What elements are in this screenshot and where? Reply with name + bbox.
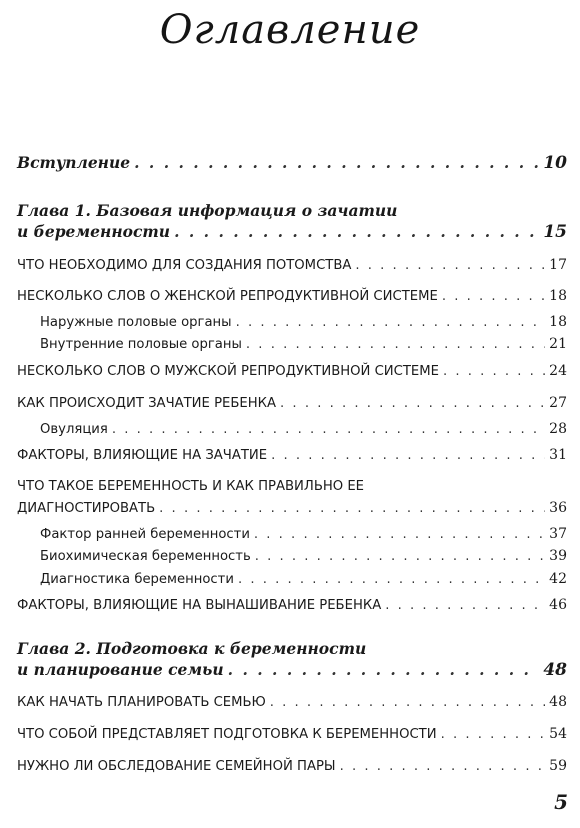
table-of-contents [17, 0, 567, 828]
toc-entry[interactable] [17, 363, 567, 379]
toc-dot-leader [280, 396, 545, 411]
toc-entry-intro[interactable] [17, 153, 567, 173]
toc-entry-page: 18 [549, 288, 567, 304]
toc-dot-leader [255, 549, 545, 564]
toc-entry-page: 10 [543, 153, 567, 173]
toc-dot-leader [441, 727, 546, 742]
toc-subentry[interactable] [40, 526, 567, 542]
page-title: Оглавление [159, 7, 421, 53]
toc-entry[interactable] [17, 597, 567, 613]
toc-entry-page: 18 [549, 314, 567, 330]
toc-chapter2-title-line1: Глава 2. Подготовка к беременности [17, 639, 367, 658]
toc-entry-label: Вступление [17, 153, 131, 172]
toc-entry-page: 27 [549, 395, 567, 411]
toc-dot-leader [174, 222, 539, 241]
toc-entry-label: Наружные половые органы [40, 315, 232, 330]
page-number: 5 [554, 790, 568, 814]
toc-subentry[interactable] [40, 421, 567, 437]
toc-entry-page: 28 [549, 421, 567, 437]
toc-entry-label: НЕСКОЛЬКО СЛОВ О ЖЕНСКОЙ РЕПРОДУКТИВНОЙ СИСТЕМЕ [17, 289, 438, 304]
toc-entry-label: ФАКТОРЫ, ВЛИЯЮЩИЕ НА ЗАЧАТИЕ [17, 448, 268, 463]
toc-entry-chapter2[interactable] [17, 660, 567, 680]
toc-entry-label: НУЖНО ЛИ ОБСЛЕДОВАНИЕ СЕМЕЙНОЙ ПАРЫ [17, 759, 336, 774]
toc-subentry[interactable] [40, 314, 567, 330]
toc-dot-leader [246, 337, 545, 352]
toc-dot-leader [355, 258, 545, 273]
toc-subentry[interactable] [40, 336, 567, 352]
toc-entry-label-line1: ЧТО ТАКОЕ БЕРЕМЕННОСТЬ И КАК ПРАВИЛЬНО ЕЕ [17, 479, 365, 494]
toc-entry-page: 48 [549, 694, 567, 710]
toc-entry-page: 39 [549, 548, 567, 564]
toc-entry-label: Внутренние половые органы [40, 337, 242, 352]
toc-entry[interactable] [17, 395, 567, 411]
toc-entry[interactable] [17, 288, 567, 304]
toc-dot-leader [270, 695, 545, 710]
toc-entry-label: Фактор ранней беременности [40, 527, 250, 542]
toc-entry[interactable] [17, 758, 567, 774]
toc-entry-page: 48 [543, 660, 567, 680]
toc-dot-leader [254, 527, 545, 542]
toc-entry-page: 59 [549, 758, 567, 774]
toc-entry-label: и планирование семьи [17, 660, 224, 679]
toc-entry-label: КАК НАЧАТЬ ПЛАНИРОВАТЬ СЕМЬЮ [17, 695, 266, 710]
toc-entry-label: и беременности [17, 222, 171, 241]
toc-dot-leader [159, 501, 545, 516]
toc-dot-leader [238, 572, 545, 587]
toc-entry-page: 54 [549, 726, 567, 742]
toc-entry-label: Овуляция [40, 422, 108, 437]
toc-dot-leader [443, 364, 545, 379]
toc-entry-page: 15 [543, 222, 567, 242]
toc-dot-leader [134, 153, 539, 172]
toc-dot-leader [112, 422, 545, 437]
toc-entry-page: 24 [549, 363, 567, 379]
toc-entry-label: КАК ПРОИСХОДИТ ЗАЧАТИЕ РЕБЕНКА [17, 396, 277, 411]
toc-dot-leader [236, 315, 546, 330]
toc-chapter1-title-line1: Глава 1. Базовая информация о зачатии [17, 201, 398, 220]
toc-entry[interactable] [17, 447, 567, 463]
toc-entry[interactable] [17, 500, 567, 516]
toc-entry-label: Диагностика беременности [40, 572, 234, 587]
toc-dot-leader [271, 448, 545, 463]
toc-entry-label: ЧТО НЕОБХОДИМО ДЛЯ СОЗДАНИЯ ПОТОМСТВА [17, 258, 352, 273]
toc-dot-leader [340, 759, 546, 774]
toc-subentry[interactable] [40, 571, 567, 587]
toc-entry-page: 31 [549, 447, 567, 463]
toc-entry-label: ДИАГНОСТИРОВАТЬ [17, 501, 156, 516]
toc-dot-leader [442, 289, 545, 304]
toc-entry[interactable] [17, 694, 567, 710]
toc-entry[interactable] [17, 257, 567, 273]
toc-dot-leader [385, 598, 545, 613]
toc-entry-label: Биохимическая беременность [40, 549, 251, 564]
toc-entry-label: НЕСКОЛЬКО СЛОВ О МУЖСКОЙ РЕПРОДУКТИВНОЙ СИСТЕМЕ [17, 364, 439, 379]
toc-entry-page: 46 [549, 597, 567, 613]
toc-entry-label: ЧТО СОБОЙ ПРЕДСТАВЛЯЕТ ПОДГОТОВКА К БЕРЕМЕННОСТИ [17, 727, 437, 742]
toc-entry-chapter1[interactable] [17, 222, 567, 242]
toc-entry-page: 36 [549, 500, 567, 516]
toc-entry-label: ФАКТОРЫ, ВЛИЯЮЩИЕ НА ВЫНАШИВАНИЕ РЕБЕНКА [17, 598, 382, 613]
toc-dot-leader [228, 660, 540, 679]
toc-entry-page: 37 [549, 526, 567, 542]
toc-entry-page: 17 [549, 257, 567, 273]
toc-subentry[interactable] [40, 548, 567, 564]
toc-entry-page: 42 [549, 571, 567, 587]
toc-entry-page: 21 [549, 336, 567, 352]
toc-entry[interactable] [17, 726, 567, 742]
